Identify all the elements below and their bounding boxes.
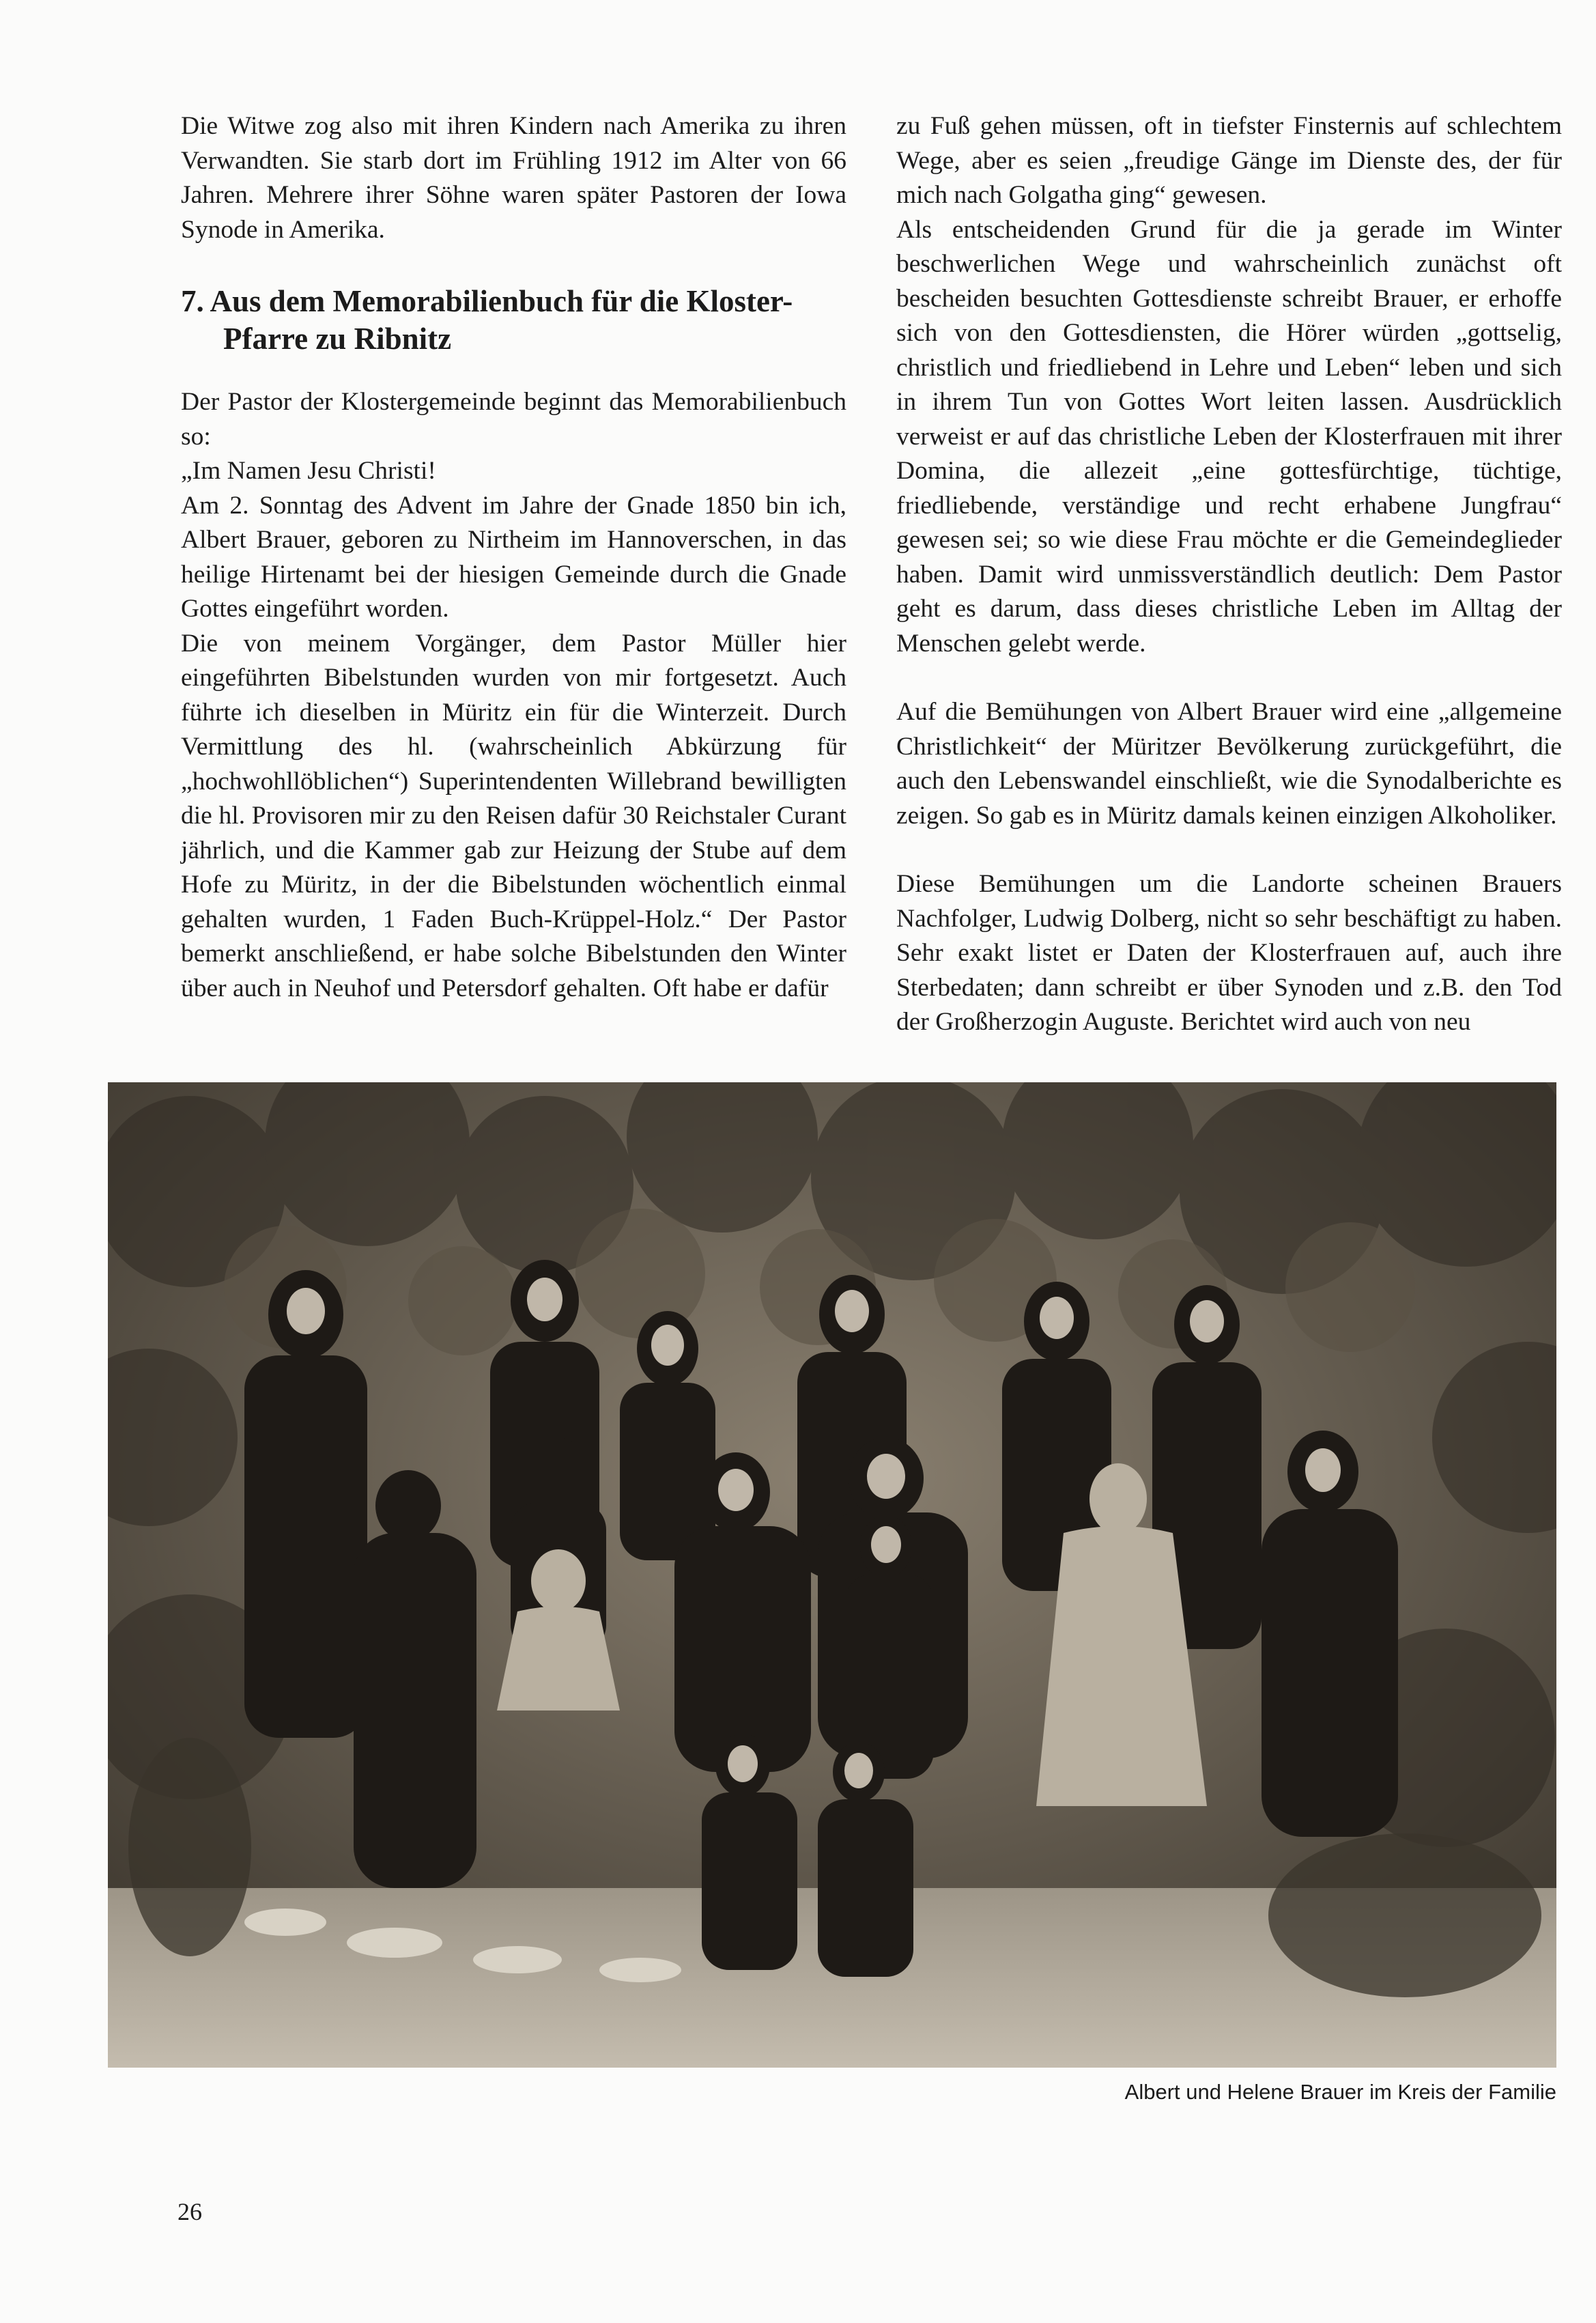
paragraph: zu Fuß gehen müssen, oft in tiefster Finsternis auf schlechtem Wege, aber es seien „freudige Gänge im Dienste des, der für mich nach Golgatha ging“ gewesen.: [896, 112, 1562, 209]
paragraph: Diese Bemühungen um die Landorte scheinen Brauers Nachfolger, Ludwig Dolberg, nicht so sehr beschäftigt zu haben. Sehr exakt listet er Daten der Klosterfrauen auf, auch ihre Sterbedaten; dann schreibt er über Synoden und z.B. den Tod der Großherzogin Auguste. Berichtet wird auch von neu: [896, 870, 1562, 1036]
paragraph: Der Pastor der Klostergemeinde beginnt das Memorabilienbuch so:: [181, 388, 846, 451]
right-text-column: [896, 109, 1562, 1040]
page-number: 26: [177, 2198, 202, 2225]
paragraph: Die Witwe zog also mit ihren Kindern nach Amerika zu ihren Verwandten. Sie starb dort im Frühling 1912 im Alter von 66 Jahren. Mehrere ihrer Söhne waren später Pastoren der Iowa Synode in Amerika.: [181, 112, 846, 244]
family-photograph: [108, 1082, 1556, 2068]
left-text-column: [181, 109, 846, 1006]
paragraph: Die von meinem Vorgänger, dem Pastor Müller hier eingeführten Bibelstunden wurden von mir fortgesetzt. Auch führte ich dieselben in Müritz ein für die Winterzeit. Durch Vermittlung des hl. (wahrscheinlich Abkürzung für „hochwohllöblichen“) Superintendenten Willebrand bewilligten die hl. Provisoren mir zu den Reisen dafür 30 Reichstaler Curant jährlich, und die Kammer gab zur Heizung der Stube auf dem Hofe zu Müritz, in der die Bibelstunden wöchentlich einmal gehalten wurden, 1 Faden Buch-Krüppel-Holz.“ Der Pastor bemerkt anschließend, er habe solche Bibelstunden den Winter über auch in Neuhof und Petersdorf gehalten. Oft habe er dafür: [181, 629, 846, 1002]
paragraph: Am 2. Sonntag des Advent im Jahre der Gnade 1850 bin ich, Albert Brauer, geboren zu Nirtheim im Hannoverschen, in das heilige Hirtenamt bei der hiesigen Gemeinde durch die Gnade Gottes eingeführt worden.: [181, 491, 846, 623]
paragraph: „Im Namen Jesu Christi!: [181, 457, 436, 485]
photo-caption: Albert und Helene Brauer im Kreis der Familie: [1124, 2080, 1556, 2104]
paragraph: Auf die Bemühungen von Albert Brauer wird eine „allgemeine Christlichkeit“ der Müritzer Bevölkerung zurückgeführt, die auch den Lebenswandel einschließt, wie die Synodalberichte es zeigen. So gab es in Müritz damals keinen einzigen Alkoholiker.: [896, 698, 1562, 830]
paragraph: Als entscheidenden Grund für die ja gerade im Winter beschwerlichen Wege und wahrscheinlich zunächst oft bescheiden besuchten Gottesdienste schreibt Brauer, er erhoffe sich von den Gottesdiensten, die Hörer würden „gottselig, christlich und friedliebend in Lehre und Leben“ leben und sich in ihrem Tun von Gottes Wort leiten lassen. Ausdrücklich verweist er auf das christliche Leben der Klosterfrauen mit ihrer Domina, die allezeit „eine gottesfürchtige, tüchtige, friedliebende, verständige und recht erhabene Jungfrau“ gewesen sei; so wie diese Frau möchte er die Gemeindeglieder haben. Damit wird unmissverständlich deutlich: Dem Pastor geht es darum, dass dieses christliche Leben im Alltag der Menschen gelebt werde.: [896, 215, 1562, 658]
section-heading: 7. Aus dem Memorabilienbuch für die Kloster-Pfarre zu Ribnitz: [181, 284, 793, 356]
